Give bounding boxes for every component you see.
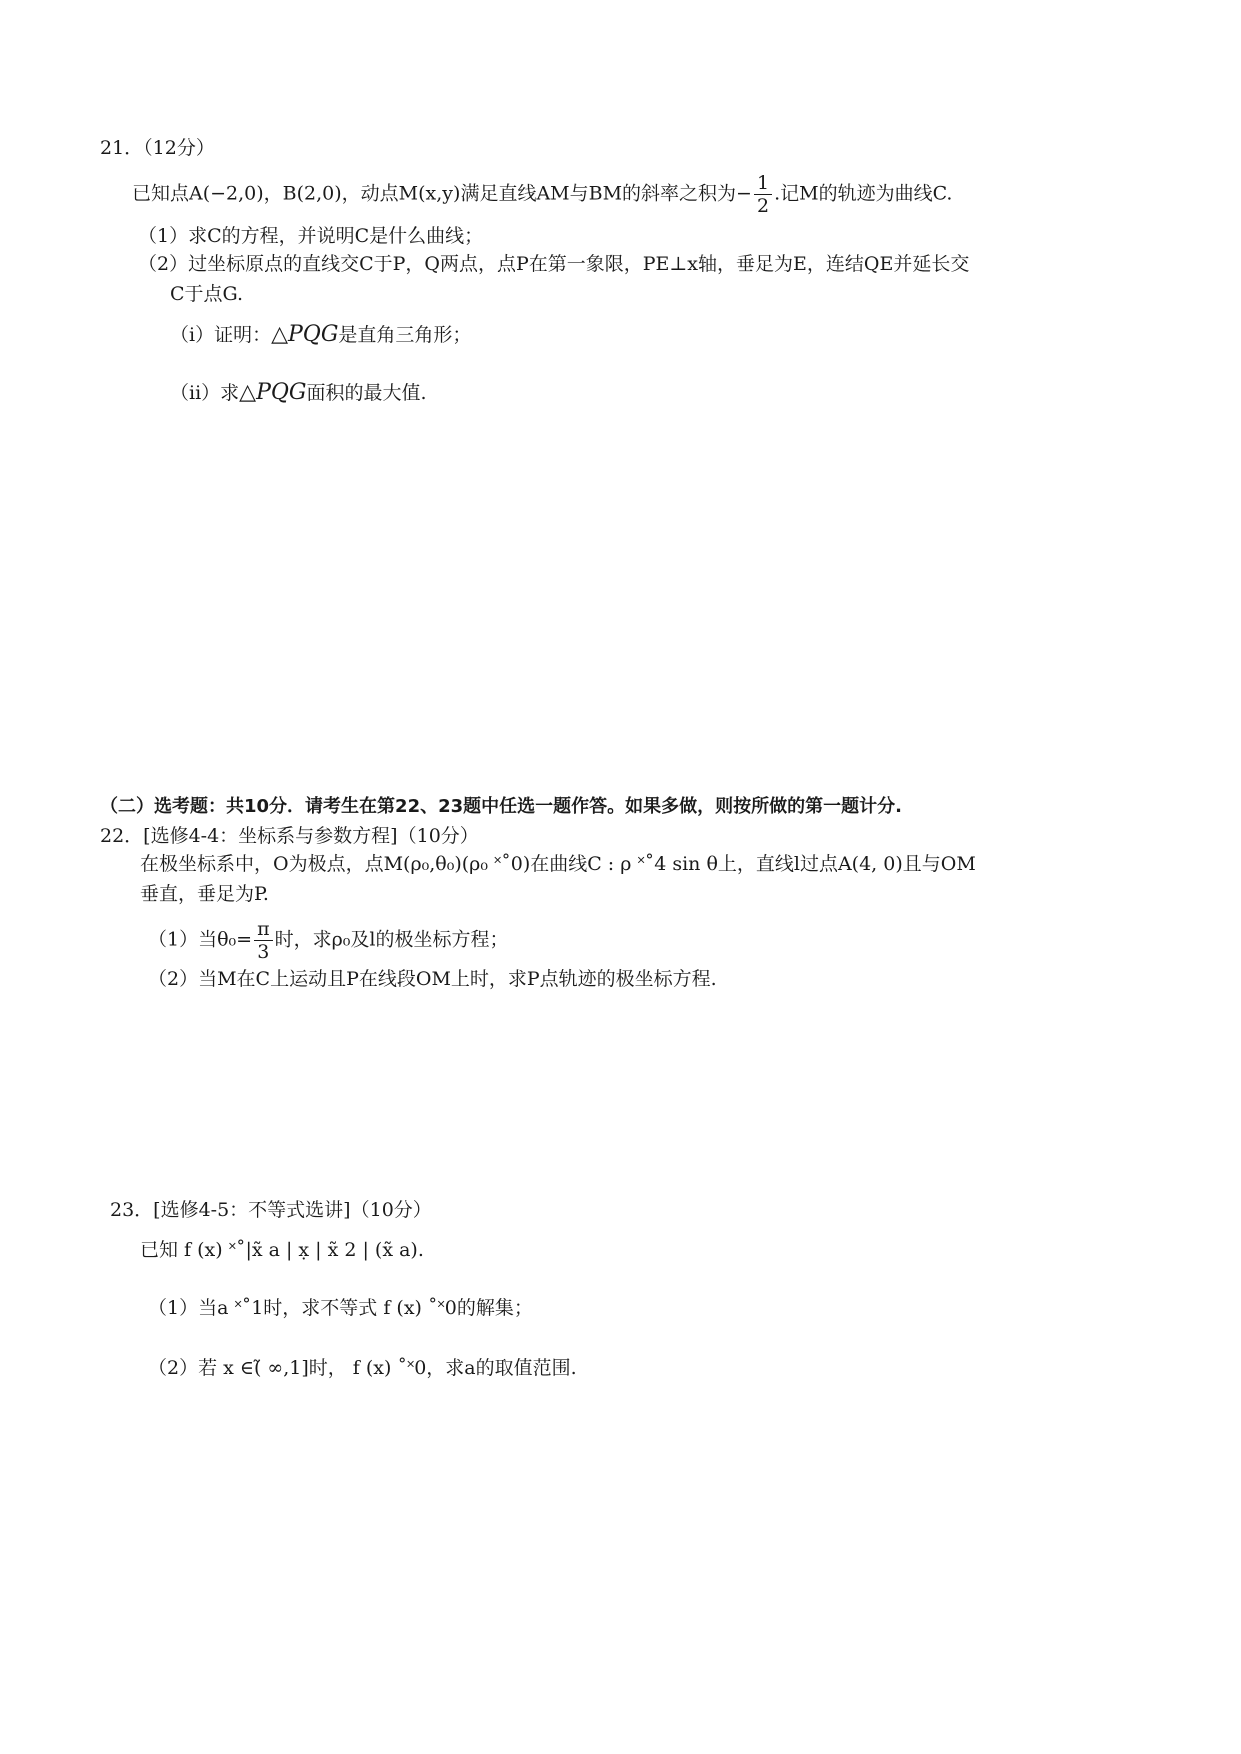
q22-fraction-denominator: 3 bbox=[257, 941, 270, 963]
q21-header: 21．（12分） bbox=[100, 137, 215, 159]
q21-part2-line2: C于点G. bbox=[170, 283, 244, 305]
q21-fraction bbox=[754, 172, 772, 217]
q23-part1: （1）当a ˟˚1时，求不等式 f (x) ˚˟0的解集； bbox=[148, 1297, 533, 1319]
q21-subpart-i-triangle: △PQG bbox=[271, 322, 339, 347]
q21-fraction-numerator: 1 bbox=[754, 172, 772, 195]
q22-header: 22．[选修4-4：坐标系与参数方程]（10分） bbox=[100, 825, 479, 847]
q23-header: 23．[选修4-5：不等式选讲]（10分） bbox=[110, 1199, 432, 1221]
q22-fraction-numerator: π bbox=[254, 918, 273, 941]
section2-title: （二）选考题：共10分．请考生在第22、23题中任选一题作答。如果多做，则按所做的第一题计分. bbox=[100, 796, 902, 817]
q21-subpart-ii-prefix: （ii）求 bbox=[170, 382, 240, 404]
q22-part2: （2）当M在C上运动且P在线段OM上时，求P点轨迹的极坐标方程. bbox=[148, 968, 717, 990]
q21-subpart-ii bbox=[170, 379, 427, 407]
q21-intro-text-a: 已知点A(−2,0)，B(2,0)，动点M(x,y)满足直线AM与BM的斜率之积为− bbox=[132, 182, 752, 205]
q22-intro-line1: 在极坐标系中，O为极点，点M(ρ₀,θ₀)(ρ₀ ˟˚0)在曲线C : ρ ˟˚4 sin θ上，直线l过点A(4, 0)且与OM bbox=[140, 853, 976, 875]
q21-subpart-i-prefix: （i）证明： bbox=[170, 324, 272, 346]
q21-part2-line1: （2）过坐标原点的直线交C于P，Q两点，点P在第一象限，PE⊥x轴，垂足为E，连结QE并延长交 bbox=[138, 253, 970, 275]
q21-part1: （1）求C的方程，并说明C是什么曲线； bbox=[138, 225, 484, 247]
q22-fraction bbox=[254, 918, 273, 963]
q22-part1-prefix: （1）当θ₀= bbox=[148, 928, 253, 951]
q22-part1 bbox=[148, 918, 508, 963]
q21-subpart-i bbox=[170, 321, 471, 349]
q21-fraction-denominator: 2 bbox=[756, 195, 770, 217]
q21-intro bbox=[132, 172, 952, 217]
q22-intro-line2: 垂直，垂足为P. bbox=[140, 883, 269, 905]
q21-subpart-ii-suffix: 面积的最大值. bbox=[306, 382, 427, 404]
q21-intro-text-b: .记M的轨迹为曲线C. bbox=[774, 182, 953, 205]
q21-subpart-i-suffix: 是直角三角形； bbox=[338, 324, 472, 346]
q22-part1-suffix: 时，求ρ₀及l的极坐标方程； bbox=[274, 928, 509, 951]
q23-part2: （2）若 x ∈(̃ ∞,1]时， f (x) ˚˟0，求a的取值范围. bbox=[148, 1357, 577, 1379]
q23-intro: 已知 f (x) ˟˚|x̃ a | x̣ | x̃ 2 | (x̃ a). bbox=[140, 1239, 424, 1261]
q21-subpart-ii-triangle: △PQG bbox=[239, 380, 307, 405]
